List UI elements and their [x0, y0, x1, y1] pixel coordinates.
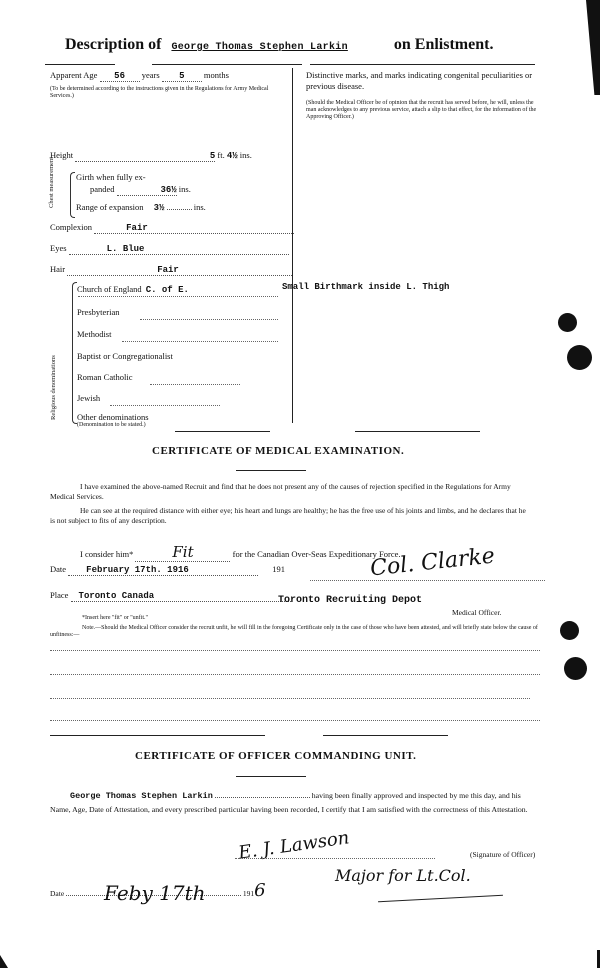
- hair-label: Hair: [50, 264, 66, 274]
- ins-label: ins.: [239, 150, 252, 160]
- medical-place-label: Place: [50, 590, 69, 600]
- eyes-row: [50, 243, 289, 255]
- medical-date-value: February 17th. 1916: [86, 565, 189, 575]
- religion-row-line: [150, 384, 240, 385]
- height-ins-value: 4½: [226, 151, 238, 161]
- medical-date-label: Date: [50, 564, 67, 574]
- eyes-label: Eyes: [50, 243, 67, 253]
- religion-other-note: (Denomination to be stated.): [77, 422, 146, 428]
- document-title: [65, 36, 493, 54]
- rank-underline: [378, 895, 503, 903]
- religion-value: C. of E.: [145, 285, 189, 295]
- officer-date-label: Date: [50, 889, 65, 898]
- medical-para-2: He can see at the required distance with either eye; his heart and lungs are healthy; he has the free use of his joints and limbs, and he declares that he is not subject to fits of any description.: [50, 506, 526, 525]
- religion-row: Jewish: [77, 393, 101, 403]
- height-row: [50, 150, 252, 162]
- officer-certificate-heading: CERTIFICATE OF OFFICER COMMANDING UNIT.: [135, 750, 417, 762]
- officer-rank: Major for Lt.Col.: [335, 866, 471, 885]
- punch-hole: [564, 657, 587, 680]
- height-ft-value: 5: [209, 151, 216, 161]
- years-label: years: [141, 70, 160, 80]
- eyes-value: L. Blue: [106, 244, 145, 254]
- unfit-cause-line: [50, 650, 540, 651]
- column-divider: [292, 68, 293, 423]
- height-label: Height: [50, 150, 74, 160]
- officer-recruit-name: George Thomas Stephen Larkin: [70, 791, 213, 801]
- consider-row: [80, 543, 401, 562]
- girth-label-2: panded: [90, 184, 115, 194]
- title-rule-left: [45, 64, 115, 65]
- religion-row: Roman Catholic: [77, 372, 133, 382]
- heading-rule: [236, 776, 306, 777]
- punch-hole: [567, 345, 592, 370]
- age-years-value: 56: [114, 71, 125, 81]
- chest-brace: [70, 172, 75, 218]
- chest-group-label: Chest measurement: [48, 156, 55, 208]
- expansion-value: 3½: [153, 203, 165, 213]
- officer-date-year-suffix: 6: [254, 880, 266, 901]
- medical-place-row: [50, 590, 291, 602]
- officer-para: [50, 789, 532, 816]
- unfit-cause-line: [50, 698, 530, 699]
- medical-certificate-heading: CERTIFICATE OF MEDICAL EXAMINATION.: [152, 445, 405, 457]
- scan-edge-right: [586, 0, 600, 95]
- unfit-cause-line: [50, 720, 540, 721]
- officer-date-year: 191: [242, 889, 255, 898]
- officer-para-after-name: having been finally approved and: [311, 791, 417, 800]
- unfit-cause-line: [50, 674, 540, 675]
- medical-officer-signature: Col. Clarke: [369, 543, 496, 582]
- girth-unit: ins.: [178, 184, 191, 194]
- punch-hole: [560, 621, 579, 640]
- section-rule: [175, 431, 270, 432]
- expansion-unit: ins.: [193, 202, 206, 212]
- complexion-label: Complexion: [50, 222, 93, 232]
- officer-signature: E. J. Lawson: [237, 827, 351, 864]
- depot-value: Toronto Recruiting Depot: [278, 595, 423, 606]
- section-rule: [355, 431, 480, 432]
- complexion-value: Fair: [126, 223, 148, 233]
- medical-date-row: [50, 564, 285, 576]
- religion-row: Other denominations: [77, 412, 149, 422]
- medical-para-1: I have examined the above-named Recruit and find that he does not present any of the causes of rejection specified in the Regulations for Army Medical Services.: [50, 482, 511, 501]
- signature-label: (Signature of Officer): [470, 850, 536, 859]
- months-label: months: [203, 70, 229, 80]
- fit-footnote: *Insert here "fit" or "unfit.": [82, 615, 148, 621]
- medical-officer-label: Medical Officer.: [452, 608, 502, 617]
- fitness-value: Fit: [172, 543, 194, 561]
- punch-hole: [558, 313, 577, 332]
- religion-row: Presbyterian: [77, 307, 120, 317]
- religion-row: Church of England C. of E.: [77, 284, 189, 295]
- hair-value: Fair: [157, 265, 179, 275]
- ft-label: ft.: [217, 150, 225, 160]
- religion-row-line: [122, 341, 278, 342]
- apparent-age-row: [50, 70, 229, 82]
- expansion-row: [76, 202, 206, 213]
- girth-value: 36½: [160, 185, 177, 195]
- girth-label-1: Girth when fully ex-: [76, 172, 146, 182]
- officer-para-rest: inspected by me this day, and his Name, Age, Date of Attestation, and every prescribed particular having been recorded, I certify that I am satisfied with the correctness of this Attestation.: [50, 791, 528, 814]
- title-suffix: on Enlistment.: [393, 36, 494, 53]
- religion-row: Methodist: [77, 329, 112, 339]
- religion-row-line: [110, 405, 220, 406]
- hair-row: [50, 264, 292, 276]
- medical-date-year: 191: [272, 564, 286, 574]
- scan-edge-bottom-left: [0, 955, 8, 968]
- age-months-value: 5: [179, 71, 185, 81]
- distinctive-marks-heading: Distinctive marks, and marks indicating congenital peculiarities or previous disease.: [306, 70, 533, 91]
- section-rule: [323, 735, 448, 736]
- religion-group-label: Religious denominations: [50, 355, 57, 420]
- medical-place-value: Toronto Canada: [78, 591, 155, 601]
- distinctive-marks-note: (Should the Medical Officer be of opinion that the recruit has served before, he will, unless the man acknowledges to any previous service, attach a slip to that effect, for the information of the Approving Officer.): [306, 100, 537, 120]
- recruit-name: George Thomas Stephen Larkin: [171, 42, 348, 53]
- signature-line: [310, 580, 545, 581]
- age-note: (To be determined according to the instructions given in the Regulations for Army Medical Services.): [50, 86, 269, 99]
- religion-row: Baptist or Congregationalist: [77, 351, 173, 361]
- expansion-label: Range of expansion: [76, 202, 144, 212]
- religion-row-line: [140, 319, 278, 320]
- religion-row-line: [78, 296, 278, 297]
- officer-date-row: [50, 880, 266, 905]
- section-rule: [50, 735, 265, 736]
- complexion-row: [50, 222, 294, 234]
- consider-label: I consider him*: [80, 549, 134, 559]
- distinctive-marks-value: Small Birthmark inside L. Thigh: [282, 282, 450, 292]
- girth-row: [90, 184, 191, 196]
- title-rule-mid: [152, 64, 302, 65]
- title-rule-right: [310, 64, 535, 65]
- officer-date-value: Feby 17th: [104, 881, 206, 905]
- apparent-age-label: Apparent Age: [50, 70, 98, 80]
- medical-note: Note.—Should the Medical Officer consider the recruit unfit, he will fill in the foregoing Certificate only in the case of those who have been attested, and will briefly state below the cause of unfitness:—: [50, 625, 538, 638]
- consider-suffix: for the Canadian Over-Seas Expeditionary Force.: [232, 549, 401, 559]
- officer-signature-line: [235, 858, 435, 859]
- heading-rule: [236, 470, 306, 471]
- title-prefix: Description of: [65, 36, 162, 53]
